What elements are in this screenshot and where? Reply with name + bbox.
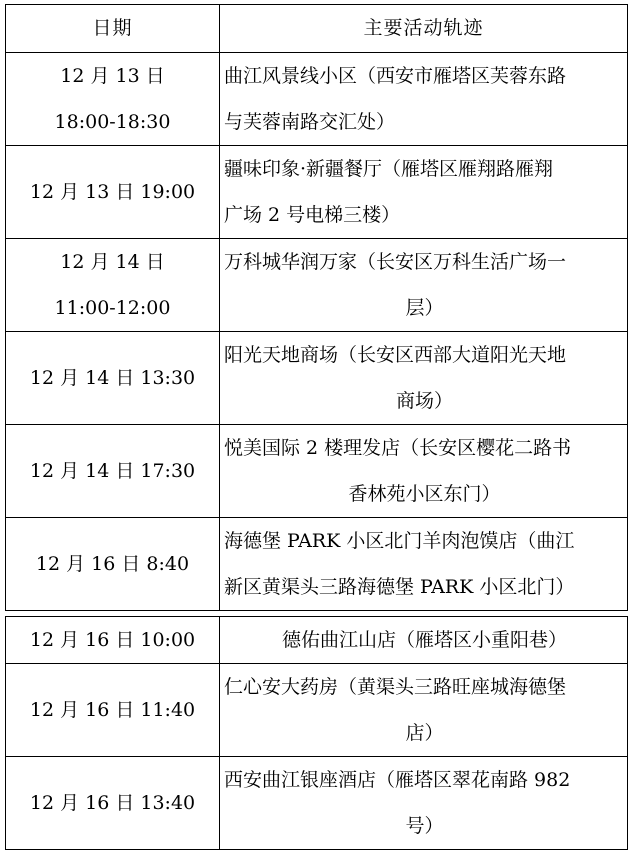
table-row bbox=[6, 332, 628, 425]
route-line: 店） bbox=[405, 722, 444, 744]
route-line: 号） bbox=[405, 815, 444, 837]
route-cell bbox=[220, 332, 628, 425]
route-line: 德佑曲江山店（雁塔区小重阳巷） bbox=[281, 629, 567, 651]
date-line: 12 月 16 日 11:40 bbox=[29, 699, 196, 721]
table-row bbox=[6, 425, 628, 518]
route-line: 疆味印象·新疆餐厅（雁塔区雁翔路雁翔 bbox=[224, 158, 554, 180]
route-line: 新区黄渠头三路海德堡 PARK 小区北门） bbox=[224, 576, 575, 598]
route-line: 广场 2 号电梯三楼） bbox=[224, 204, 401, 226]
date-cell bbox=[6, 146, 220, 239]
route-cell bbox=[220, 518, 628, 611]
route-line: 与芙蓉南路交汇处） bbox=[224, 111, 396, 133]
route-cell bbox=[220, 425, 628, 518]
route-line: 香林苑小区东门） bbox=[348, 483, 501, 505]
table-row bbox=[6, 518, 628, 611]
date-cell bbox=[6, 53, 220, 146]
date-cell bbox=[6, 617, 220, 664]
table-row bbox=[6, 239, 628, 332]
route-line: 海德堡 PARK 小区北门羊肉泡馍店（曲江 bbox=[224, 530, 575, 552]
date-line: 12 月 16 日 10:00 bbox=[29, 629, 196, 651]
route-cell bbox=[220, 53, 628, 146]
date-cell bbox=[6, 332, 220, 425]
date-cell bbox=[6, 425, 220, 518]
route-line: 万科城华润万家（长安区万科生活广场一 bbox=[224, 251, 567, 273]
route-cell bbox=[220, 664, 628, 757]
date-cell bbox=[6, 518, 220, 611]
table-row bbox=[6, 146, 628, 239]
route-line: 阳光天地商场（长安区西部大道阳光天地 bbox=[224, 344, 567, 366]
route-line: 仁心安大药房（黄渠头三路旺座城海德堡 bbox=[224, 676, 567, 698]
route-line: 西安曲江银座酒店（雁塔区翠花南路 982 bbox=[224, 769, 571, 791]
route-table-continued bbox=[5, 616, 628, 850]
table-row bbox=[6, 617, 628, 664]
date-line: 12 月 14 日 13:30 bbox=[29, 367, 196, 389]
route-line: 曲江风景线小区（西安市雁塔区芙蓉东路 bbox=[224, 65, 567, 87]
date-line: 12 月 16 日 8:40 bbox=[35, 553, 190, 575]
date-line: 12 月 13 日 19:00 bbox=[29, 181, 196, 203]
date-line: 11:00-12:00 bbox=[54, 297, 171, 319]
date-cell bbox=[6, 239, 220, 332]
table-row bbox=[6, 53, 628, 146]
date-line: 12 月 13 日 bbox=[60, 65, 165, 87]
route-cell bbox=[220, 146, 628, 239]
route-table bbox=[5, 4, 628, 611]
route-cell bbox=[220, 617, 628, 664]
route-line: 悦美国际 2 楼理发店（长安区樱花二路书 bbox=[224, 437, 572, 459]
date-line: 12 月 16 日 13:40 bbox=[29, 792, 196, 814]
date-column-header: 日期 bbox=[6, 5, 220, 53]
route-line: 商场） bbox=[395, 390, 453, 412]
route-column-header: 主要活动轨迹 bbox=[220, 5, 628, 53]
date-line: 18:00-18:30 bbox=[54, 111, 171, 133]
date-line: 12 月 14 日 17:30 bbox=[29, 460, 196, 482]
date-line: 12 月 14 日 bbox=[60, 251, 165, 273]
route-cell bbox=[220, 757, 628, 850]
date-cell bbox=[6, 664, 220, 757]
table-header-row bbox=[6, 5, 628, 53]
route-line: 层） bbox=[405, 297, 444, 319]
table-row bbox=[6, 664, 628, 757]
route-cell bbox=[220, 239, 628, 332]
table-row bbox=[6, 757, 628, 850]
date-cell bbox=[6, 757, 220, 850]
